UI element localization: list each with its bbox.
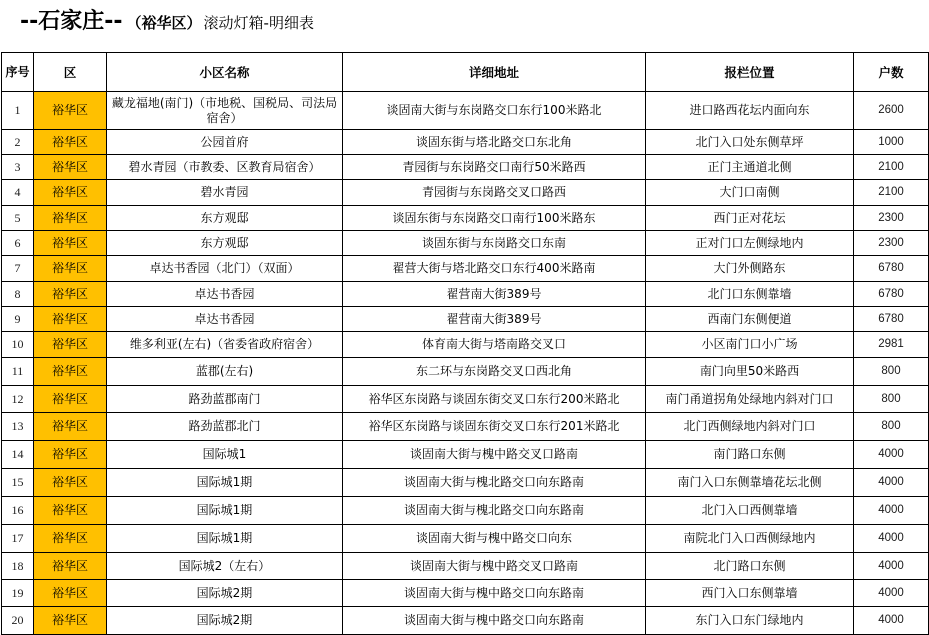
cell-community: 卓达书香园	[107, 307, 343, 332]
cell-households: 6780	[854, 256, 929, 282]
cell-community: 藏龙福地(南门)（市地税、国税局、司法局宿舍）	[107, 92, 343, 130]
cell-seq: 18	[2, 553, 34, 580]
cell-location: 大门外侧路东	[646, 256, 854, 282]
cell-district: 裕华区	[34, 130, 107, 155]
cell-seq: 6	[2, 231, 34, 256]
table-row	[2, 155, 929, 180]
cell-households: 4000	[854, 469, 929, 497]
cell-district: 裕华区	[34, 607, 107, 635]
cell-households: 4000	[854, 441, 929, 469]
cell-seq: 8	[2, 282, 34, 307]
cell-address: 裕华区东岗路与谈固东街交叉口东行201米路北	[343, 413, 646, 441]
cell-households: 4000	[854, 497, 929, 525]
table-row	[2, 206, 929, 231]
cell-location: 南门甬道拐角处绿地内斜对门口	[646, 386, 854, 413]
cell-address: 谈固南大街与槐中路交叉口路南	[343, 441, 646, 469]
cell-location: 北门口东侧靠墙	[646, 282, 854, 307]
cell-seq: 19	[2, 580, 34, 607]
cell-district: 裕华区	[34, 206, 107, 231]
cell-address: 谈固南大街与槐中路交口向东	[343, 525, 646, 553]
table-row	[2, 413, 929, 441]
cell-district: 裕华区	[34, 469, 107, 497]
cell-address: 谈固东街与东岗路交口南行100米路东	[343, 206, 646, 231]
cell-location: 东门入口东门绿地内	[646, 607, 854, 635]
cell-seq: 9	[2, 307, 34, 332]
cell-district: 裕华区	[34, 553, 107, 580]
cell-households: 4000	[854, 553, 929, 580]
cell-district: 裕华区	[34, 282, 107, 307]
cell-seq: 2	[2, 130, 34, 155]
page-title	[20, 4, 314, 36]
table-row	[2, 282, 929, 307]
cell-seq: 11	[2, 358, 34, 386]
cell-community: 国际城1期	[107, 525, 343, 553]
table-row	[2, 180, 929, 206]
cell-households: 800	[854, 358, 929, 386]
cell-address: 谈固南大街与槐北路交口向东路南	[343, 497, 646, 525]
table-row	[2, 332, 929, 358]
header-address: 详细地址	[343, 53, 646, 92]
cell-district: 裕华区	[34, 525, 107, 553]
cell-households: 4000	[854, 525, 929, 553]
cell-location: 北门路口东侧	[646, 553, 854, 580]
cell-district: 裕华区	[34, 413, 107, 441]
cell-address: 谈固东街与东岗路交口东南	[343, 231, 646, 256]
cell-address: 谈固东街与塔北路交口东北角	[343, 130, 646, 155]
cell-community: 碧水青园	[107, 180, 343, 206]
detail-table	[1, 52, 929, 635]
cell-households: 1000	[854, 130, 929, 155]
cell-households: 800	[854, 386, 929, 413]
table-row	[2, 130, 929, 155]
cell-location: 小区南门口小广场	[646, 332, 854, 358]
cell-households: 6780	[854, 307, 929, 332]
cell-community: 东方观邸	[107, 231, 343, 256]
cell-seq: 13	[2, 413, 34, 441]
table-row	[2, 231, 929, 256]
cell-seq: 1	[2, 92, 34, 130]
cell-district: 裕华区	[34, 231, 107, 256]
cell-location: 北门入口西侧靠墙	[646, 497, 854, 525]
cell-seq: 12	[2, 386, 34, 413]
table-row	[2, 307, 929, 332]
cell-district: 裕华区	[34, 180, 107, 206]
table-row	[2, 525, 929, 553]
cell-district: 裕华区	[34, 332, 107, 358]
cell-community: 卓达书香园（北门）（双面）	[107, 256, 343, 282]
cell-households: 2100	[854, 155, 929, 180]
cell-community: 国际城2期	[107, 580, 343, 607]
cell-households: 2300	[854, 231, 929, 256]
cell-community: 公园首府	[107, 130, 343, 155]
cell-households: 2981	[854, 332, 929, 358]
cell-address: 体育南大街与塔南路交叉口	[343, 332, 646, 358]
cell-community: 路劲蓝郡北门	[107, 413, 343, 441]
title-city: --石家庄--	[20, 9, 123, 34]
table-row	[2, 256, 929, 282]
cell-community: 国际城2（左右）	[107, 553, 343, 580]
cell-district: 裕华区	[34, 155, 107, 180]
cell-location: 南门路口东侧	[646, 441, 854, 469]
table-row	[2, 92, 929, 130]
cell-address: 青园街与东岗路交叉口路西	[343, 180, 646, 206]
cell-address: 东二环与东岗路交叉口西北角	[343, 358, 646, 386]
cell-district: 裕华区	[34, 256, 107, 282]
cell-location: 西门正对花坛	[646, 206, 854, 231]
cell-community: 国际城1	[107, 441, 343, 469]
table-row	[2, 553, 929, 580]
cell-seq: 17	[2, 525, 34, 553]
title-description: 滚动灯箱-明细表	[203, 14, 314, 32]
cell-seq: 3	[2, 155, 34, 180]
cell-address: 谈固南大街与槐北路交口向东路南	[343, 469, 646, 497]
table-row	[2, 358, 929, 386]
cell-district: 裕华区	[34, 441, 107, 469]
table-row	[2, 441, 929, 469]
cell-district: 裕华区	[34, 580, 107, 607]
cell-location: 正对门口左侧绿地内	[646, 231, 854, 256]
cell-community: 路劲蓝郡南门	[107, 386, 343, 413]
cell-seq: 4	[2, 180, 34, 206]
cell-seq: 7	[2, 256, 34, 282]
table-row	[2, 497, 929, 525]
cell-households: 4000	[854, 580, 929, 607]
cell-address: 裕华区东岗路与谈固东街交叉口东行200米路北	[343, 386, 646, 413]
cell-address: 青园街与东岗路交口南行50米路西	[343, 155, 646, 180]
cell-address: 谈固南大街与槐中路交口向东路南	[343, 607, 646, 635]
cell-seq: 14	[2, 441, 34, 469]
cell-location: 大门口南侧	[646, 180, 854, 206]
cell-district: 裕华区	[34, 92, 107, 130]
cell-community: 蓝郡(左右)	[107, 358, 343, 386]
cell-location: 南门向里50米路西	[646, 358, 854, 386]
header-district: 区	[34, 53, 107, 92]
table-row	[2, 607, 929, 635]
cell-community: 维多利亚(左右)（省委省政府宿舍）	[107, 332, 343, 358]
cell-households: 6780	[854, 282, 929, 307]
cell-households: 2600	[854, 92, 929, 130]
cell-community: 国际城1期	[107, 497, 343, 525]
cell-community: 卓达书香园	[107, 282, 343, 307]
cell-seq: 20	[2, 607, 34, 635]
table-header-row	[2, 53, 929, 92]
cell-community: 国际城1期	[107, 469, 343, 497]
cell-seq: 15	[2, 469, 34, 497]
table-row	[2, 580, 929, 607]
cell-location: 南院北门入口西侧绿地内	[646, 525, 854, 553]
cell-address: 谈固南大街与槐中路交口向东路南	[343, 580, 646, 607]
cell-households: 2300	[854, 206, 929, 231]
cell-location: 进口路西花坛内面向东	[646, 92, 854, 130]
cell-seq: 5	[2, 206, 34, 231]
title-district: （裕华区）	[126, 14, 202, 32]
cell-households: 4000	[854, 607, 929, 635]
table-row	[2, 469, 929, 497]
cell-address: 谈固南大街与东岗路交口东行100米路北	[343, 92, 646, 130]
cell-district: 裕华区	[34, 307, 107, 332]
cell-households: 800	[854, 413, 929, 441]
cell-address: 谈固南大街与槐中路交叉口路南	[343, 553, 646, 580]
cell-households: 2100	[854, 180, 929, 206]
cell-seq: 10	[2, 332, 34, 358]
table-body	[2, 92, 929, 635]
cell-location: 南门入口东侧靠墙花坛北侧	[646, 469, 854, 497]
cell-address: 翟营大街与塔北路交口东行400米路南	[343, 256, 646, 282]
header-community: 小区名称	[107, 53, 343, 92]
cell-district: 裕华区	[34, 358, 107, 386]
cell-district: 裕华区	[34, 497, 107, 525]
cell-address: 翟营南大街389号	[343, 307, 646, 332]
cell-location: 正门主通道北侧	[646, 155, 854, 180]
cell-address: 翟营南大街389号	[343, 282, 646, 307]
cell-location: 北门西侧绿地内斜对门口	[646, 413, 854, 441]
cell-community: 国际城2期	[107, 607, 343, 635]
cell-district: 裕华区	[34, 386, 107, 413]
table-row	[2, 386, 929, 413]
cell-community: 东方观邸	[107, 206, 343, 231]
cell-location: 西门入口东侧靠墙	[646, 580, 854, 607]
header-seq: 序号	[2, 53, 34, 92]
cell-location: 北门入口处东侧草坪	[646, 130, 854, 155]
header-households: 户数	[854, 53, 929, 92]
cell-location: 西南门东侧便道	[646, 307, 854, 332]
cell-seq: 16	[2, 497, 34, 525]
header-location: 报栏位置	[646, 53, 854, 92]
cell-community: 碧水青园（市教委、区教育局宿舍）	[107, 155, 343, 180]
